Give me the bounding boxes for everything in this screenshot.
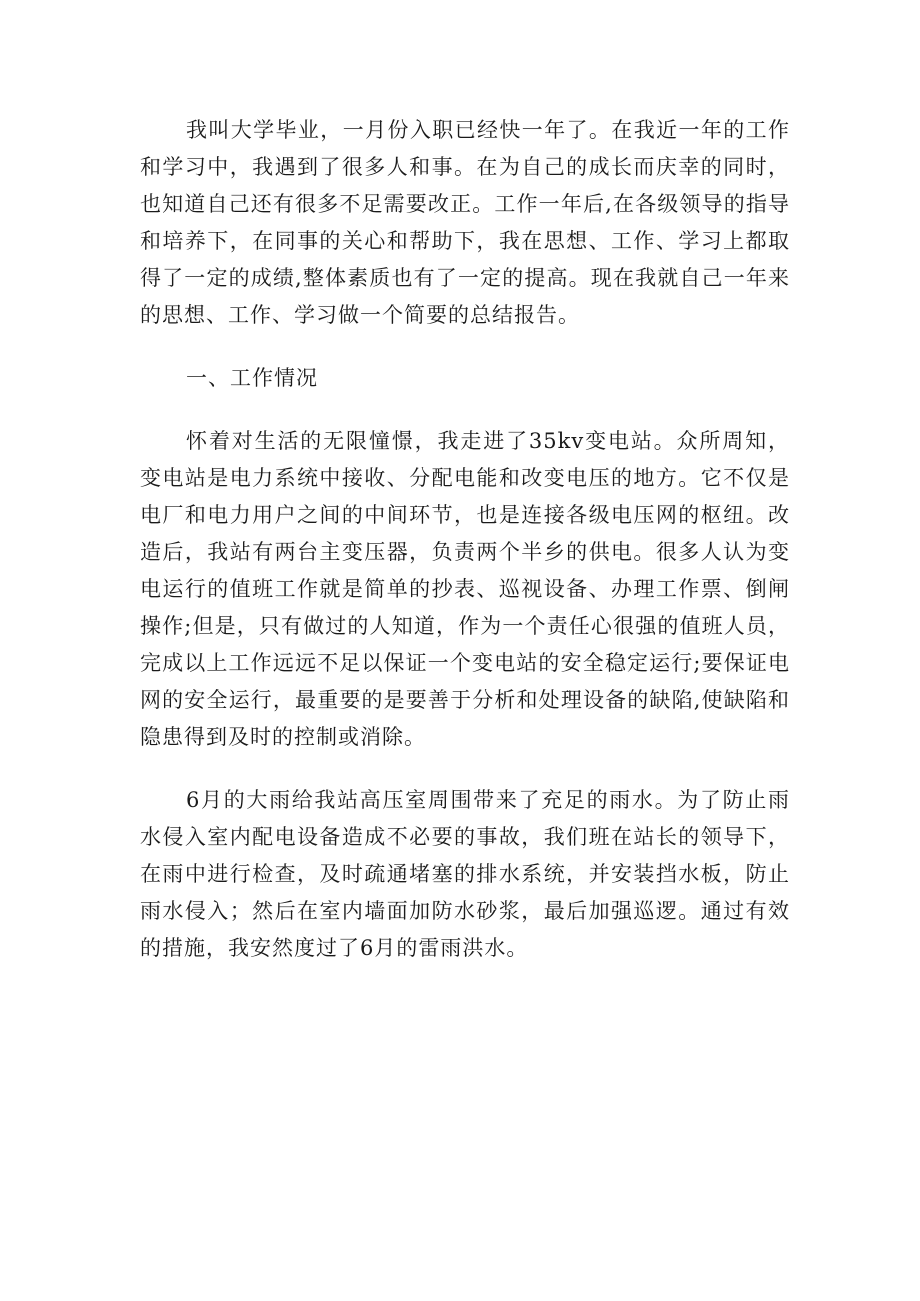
paragraph-substation: 怀着对生活的无限憧憬，我走进了35kv变电站。众所周知，变电站是电力系统中接收、分配电能和改变电压的地方。它不仅是电厂和电力用户之间的中间环节，也是连接各级电压网的枢纽。改造后，我站有两台主变压器，负责两个半乡的供电。很多人认为变电运行的值班工作就是简单的抄表、巡视设备、办理工作票、倒闸操作;但是，只有做过的人知道，作为一个责任心很强的值班人员，完成以上工作远远不足以保证一个变电站的安全稳定运行;要保证电网的安全运行，最重要的是要善于分析和处理设备的缺陷,使缺陷和隐患得到及时的控制或消除。 [140,429,790,749]
paragraph-intro: 我叫大学毕业，一月份入职已经快一年了。在我近一年的工作和学习中，我遇到了很多人和事。在为自己的成长而庆幸的同时，也知道自己还有很多不足需要改正。工作一年后,在各级领导的指导和培养下，在同事的关心和帮助下，我在思想、工作、学习上都取得了一定的成绩,整体素质也有了一定的提高。现在我就自己一年来的思想、工作、学习做一个简要的总结报告。 [140,118,790,327]
paragraph-spacer [140,397,790,423]
document-body [140,112,790,967]
section-heading-work: 一、工作情况 [186,366,318,390]
paragraph-spacer [140,756,790,782]
paragraph-spacer [140,334,790,360]
paragraph-june-rain: 6月的大雨给我站高压室周围带来了充足的雨水。为了防止雨水侵入室内配电设备造成不必要的事故，我们班在站长的领导下，在雨中进行检查，及时疏通堵塞的排水系统，并安装挡水板，防止雨水侵入；然后在室内墙面加防水砂浆，最后加强巡逻。通过有效的措施，我安然度过了6月的雷雨洪水。 [140,788,790,960]
